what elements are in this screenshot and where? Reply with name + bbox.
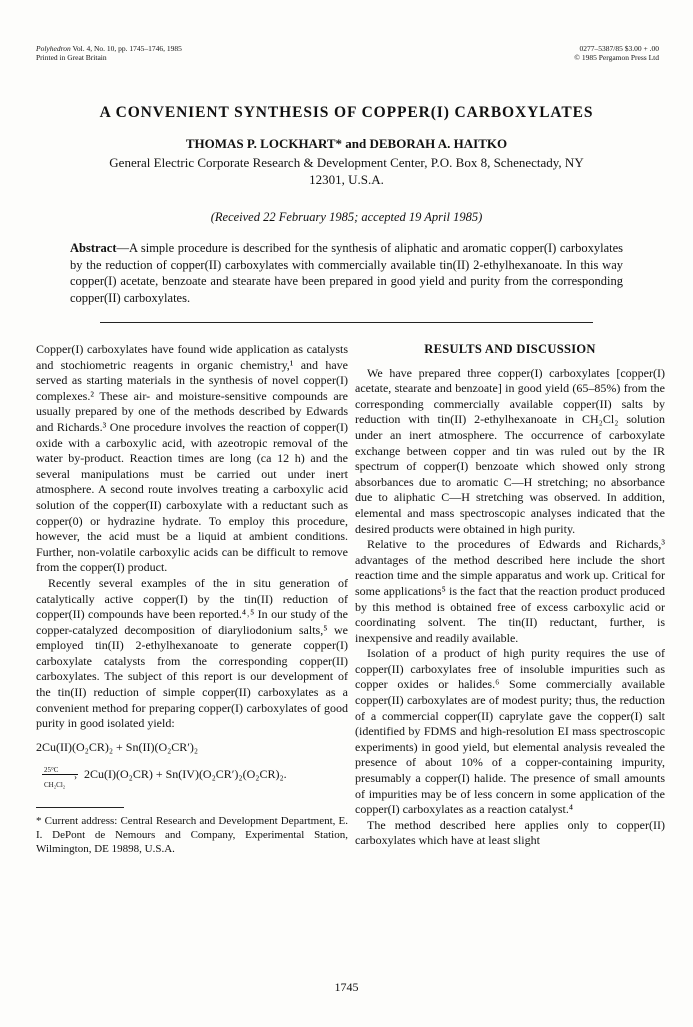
copyright-line: © 1985 Pergamon Press Ltd: [574, 53, 659, 62]
arrowhead-icon: ›: [74, 772, 77, 783]
footnote: * Current address: Central Research and Development Department, E. I. DePont de Nemours and Company, Experimental Station, Wilmington, DE 19898, U.S.A.: [36, 815, 348, 856]
affiliation-line-1: General Electric Corporate Research & Development Center, P.O. Box 8, Schenectady, NY: [109, 155, 584, 170]
authors: THOMAS P. LOCKHART* and DEBORAH A. HAITKO: [185, 136, 508, 151]
abstract-text: —A simple procedure is described for the synthesis of aliphatic and aromatic copper(I) carboxylates by the reduction of copper(II) carboxylates with commercially available tin(II) 2-ethylhexanoate. In this way copper(I) acetate, benzoate and stearate have been prepared in good yield and purity from the corresponding copper(II) carboxylates.: [70, 241, 623, 305]
results-paragraph-2: Relative to the procedures of Edwards and Richards,³ advantages of the method described here include the short reaction time and the simple apparatus and work up. Critical for some applications⁵ is the fact that the reaction product produced by this method is obtained free of excess carboxylic acid or coordinating solvent. The tin(II) reductant, further, is inexpensive and readily available.: [355, 537, 665, 645]
journal-header: [36, 44, 182, 62]
section-heading: RESULTS AND DISCUSSION: [424, 342, 596, 356]
reaction-solvent: CH₂Cl₂: [44, 781, 66, 790]
paper-title: A CONVENIENT SYNTHESIS OF COPPER(I) CARBOXYLATES: [99, 104, 594, 121]
results-paragraph-3: Isolation of a product of high purity requires the use of copper(II) carboxylates free of insoluble impurities such as copper oxides or halides.⁶ Some commercially available copper(II) carboxylates are of modest purity; thus, the reduction of a commercial copper(II) caprylate gave the copper(I) salt (identified by FDMS and high-resolution EI mass spectroscopic experiments) in good yield, but elemental analysis revealed the presence of about 10% of a copper-containing impurity, presumably a copper(I) halide. The presence of small amounts of impurities may be of less concern in some application of the copper(I) carboxylates as a reaction catalyst.⁴: [355, 646, 665, 817]
abstract: [70, 240, 623, 306]
printed-line: Printed in Great Britain: [36, 53, 107, 62]
affiliation-line-2: 12301, U.S.A.: [309, 172, 384, 187]
footnote-divider: [36, 807, 124, 808]
publisher-header: [574, 44, 659, 62]
affiliation: [70, 154, 623, 188]
received-dates: (Received 22 February 1985; accepted 19 April 1985): [210, 210, 483, 224]
intro-paragraph-1: Copper(I) carboxylates have found wide application as catalysts and stochiometric reagents in organic chemistry,¹ and have served as starting materials in the synthesis of novel copper(I) complexes.² These air- and moisture-sensitive compounds are usually prepared by one of the methods described by Edwards and Richards.³ One procedure involves the reaction of copper(I) oxide with a carboxylic acid, with azeotropic removal of the water by-product. Reaction times are long (ca 12 h) and the several manipulations must be carried out under inert atmosphere. A second route involves treating a carboxylic acid solution of the copper(II) carboxylate with a reductant such as copper(0) or hydrazine hydrate. To employ this procedure, however, the acid must be a liquid at ambient conditions. Further, non-volatile carboxylic acids can be difficult to remove from the copper(I) product.: [36, 342, 348, 575]
abstract-label: Abstract: [70, 241, 117, 255]
reaction-temperature: 25°C: [44, 766, 59, 775]
equation-products: [36, 763, 348, 793]
price-code: 0277–5387/85 $3.00 + .00: [579, 44, 659, 53]
left-column: [36, 342, 348, 856]
abstract-divider: [100, 322, 593, 323]
journal-name: Polyhedron: [36, 44, 71, 53]
equation-reactants: 2Cu(II)(O₂CR)₂ + Sn(II)(O₂CR′)₂: [36, 739, 199, 754]
page-number: 1745: [334, 980, 359, 994]
results-paragraph-1: We have prepared three copper(I) carboxylates [copper(I) acetate, stearate and benzoate] in good yield (65–85%) from the corresponding commercially available copper(II) salts by reduction with tin(II) 2-ethylhexanoate in CH₂Cl₂ solution under an inert atmosphere. The occurrence of carboxylate exchange between copper and tin was ruled out by the IR spectrum of copper(I) benzoate which showed only strong absorbances due to aromatic C—H stretching; no absorbance due to aliphatic C—H stretching was observed. In addition, elemental and mass spectroscopic analyses indicated that the desired products were obtained in high purity.: [355, 365, 665, 536]
reaction-arrow: [42, 774, 78, 775]
volume-line: Vol. 4, No. 10, pp. 1745–1746, 1985: [72, 44, 182, 53]
results-paragraph-4: The method described here applies only to copper(II) carboxylates which have at least slight: [355, 817, 665, 848]
intro-paragraph-2: Recently several examples of the in situ generation of catalytically active copper(I) by the tin(II) reduction of copper(II) compounds have been reported.⁴˒⁵ In our study of the copper-catalyzed decomposition of diaryliodonium salts,⁵ we employed tin(II) 2-ethylhexanoate to generate copper(I) carboxylate catalysts from the corresponding copper(II) carboxylates. The subject of this report is our development of the tin(II) reduction of simple copper(II) carboxylates as a convenient method for preparing copper(I) carboxylates of good purity in good isolated yield:: [36, 575, 348, 731]
right-column: [355, 342, 665, 849]
reaction-products: 2Cu(I)(O₂CR) + Sn(IV)(O₂CR′)₂(O₂CR)₂.: [84, 767, 287, 782]
